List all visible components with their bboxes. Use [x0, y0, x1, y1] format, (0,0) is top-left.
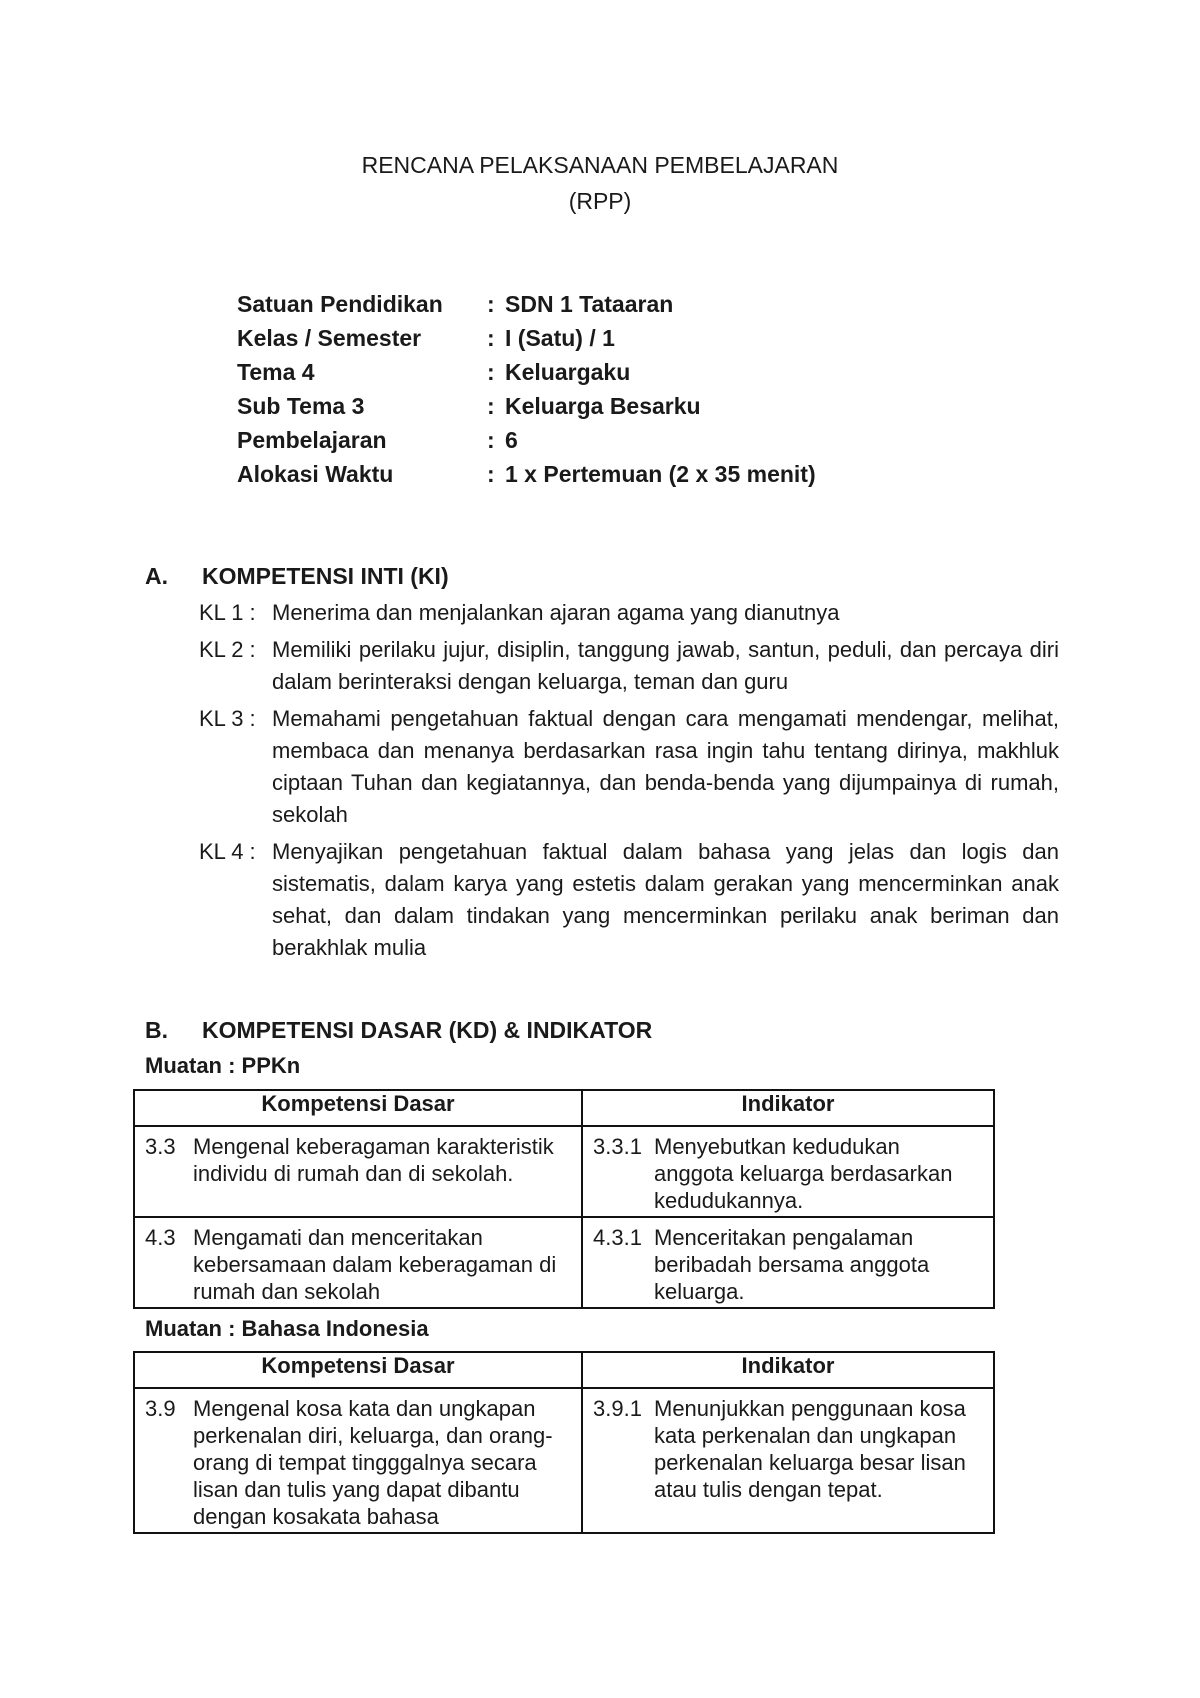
kd-table-ppkn	[133, 1089, 995, 1309]
ki-text: Memiliki perilaku jujur, disiplin, tanggung jawab, santun, peduli, dan percaya diri dalam berinteraksi dengan keluarga, teman dan guru	[272, 637, 1059, 694]
ki-item	[199, 597, 1059, 629]
identity-label: Satuan Pendidikan	[237, 290, 443, 317]
ki-text: Menyajikan pengetahuan faktual dalam bahasa yang jelas dan logis dan sistematis, dalam karya yang estetis dalam gerakan yang mencerminkan anak sehat, dan dalam tindakan yang mencerminkan perilaku anak beriman dan berakhlak mulia	[272, 839, 1059, 960]
kd-cell	[134, 1126, 582, 1217]
column-header-indikator: Indikator	[582, 1090, 994, 1126]
indikator-number: 4.3.1	[593, 1225, 642, 1250]
ki-item	[199, 634, 1059, 698]
table-row	[134, 1126, 994, 1217]
section-title: KOMPETENSI DASAR (KD) & INDIKATOR	[202, 1017, 653, 1043]
identity-value: I (Satu) / 1	[505, 324, 615, 351]
identity-label: Kelas / Semester	[237, 324, 422, 351]
table-header-row	[134, 1352, 994, 1388]
column-header-kd: Kompetensi Dasar	[134, 1090, 582, 1126]
ki-item	[199, 836, 1059, 964]
table-row	[134, 1217, 994, 1308]
indikator-number: 3.9.1	[593, 1396, 642, 1421]
kd-table-bahasa-indonesia	[133, 1351, 995, 1534]
ki-item	[199, 703, 1059, 831]
identity-value: SDN 1 Tataaran	[505, 290, 674, 317]
identity-value: 1 x Pertemuan (2 x 35 menit)	[505, 460, 816, 487]
section-b-heading	[145, 1017, 652, 1044]
kd-cell	[134, 1217, 582, 1308]
indikator-number: 3.3.1	[593, 1134, 642, 1159]
table-header-row	[134, 1090, 994, 1126]
column-header-kd: Kompetensi Dasar	[134, 1352, 582, 1388]
muatan-ppkn-label: Muatan : PPKn	[145, 1053, 301, 1078]
identity-block	[237, 287, 816, 491]
column-header-indikator: Indikator	[582, 1352, 994, 1388]
document-subtitle: (RPP)	[568, 188, 632, 214]
ki-code: KL 2 :	[199, 637, 256, 662]
identity-row	[237, 321, 816, 355]
kompetensi-inti-list	[199, 597, 1059, 969]
ki-code: KL 4 :	[199, 839, 256, 864]
section-title: KOMPETENSI INTI (KI)	[202, 563, 449, 589]
indikator-cell	[582, 1217, 994, 1308]
kd-number: 3.9	[145, 1396, 176, 1421]
section-a-heading	[145, 563, 449, 590]
kd-text: Mengamati dan menceritakan kebersamaan dalam keberagaman di rumah dan sekolah	[193, 1225, 557, 1304]
indikator-text: Menceritakan pengalaman beribadah bersama anggota keluarga.	[654, 1225, 930, 1304]
identity-value: 6	[505, 426, 518, 453]
ki-text: Memahami pengetahuan faktual dengan cara mengamati mendengar, melihat, membaca dan menanya berdasarkan rasa ingin tahu tentang dirinya, makhluk ciptaan Tuhan dan kegiatannya, dan benda-benda yang dijumpainya di rumah, sekolah	[272, 706, 1059, 827]
kd-cell	[134, 1388, 582, 1533]
identity-colon: :	[487, 426, 495, 453]
identity-colon: :	[487, 358, 495, 385]
identity-row	[237, 389, 816, 423]
identity-value: Keluargaku	[505, 358, 631, 385]
identity-label: Pembelajaran	[237, 426, 387, 453]
indikator-text: Menyebutkan kedudukan anggota keluarga berdasarkan kedudukannya.	[654, 1134, 953, 1213]
document-title: RENCANA PELAKSANAAN PEMBELAJARAN	[361, 152, 839, 178]
muatan-bahasa-indonesia-label: Muatan : Bahasa Indonesia	[145, 1316, 429, 1341]
ki-code: KL 3 :	[199, 706, 256, 731]
identity-value: Keluarga Besarku	[505, 392, 701, 419]
identity-row	[237, 287, 816, 321]
identity-colon: :	[487, 290, 495, 317]
identity-row	[237, 457, 816, 491]
indikator-cell	[582, 1388, 994, 1533]
section-letter: B.	[145, 1017, 168, 1043]
kd-number: 4.3	[145, 1225, 176, 1250]
identity-colon: :	[487, 460, 495, 487]
kd-text: Mengenal keberagaman karakteristik individu di rumah dan di sekolah.	[193, 1134, 554, 1186]
table-row	[134, 1388, 994, 1533]
section-letter: A.	[145, 563, 168, 589]
indikator-text: Menunjukkan penggunaan kosa kata perkenalan dan ungkapan perkenalan keluarga besar lisan atau tulis dengan tepat.	[654, 1396, 966, 1502]
identity-colon: :	[487, 392, 495, 419]
identity-label: Sub Tema 3	[237, 392, 365, 419]
identity-row	[237, 423, 816, 457]
indikator-cell	[582, 1126, 994, 1217]
identity-row	[237, 355, 816, 389]
ki-code: KL 1 :	[199, 600, 256, 625]
kd-number: 3.3	[145, 1134, 176, 1159]
ki-text: Menerima dan menjalankan ajaran agama yang dianutnya	[272, 600, 840, 625]
identity-colon: :	[487, 324, 495, 351]
identity-label: Tema 4	[237, 358, 315, 385]
kd-text: Mengenal kosa kata dan ungkapan perkenalan diri, keluarga, dan orang-orang di tempat tingggalnya secara lisan dan tulis yang dapat dibantu dengan kosakata bahasa	[193, 1396, 553, 1529]
identity-label: Alokasi Waktu	[237, 460, 394, 487]
